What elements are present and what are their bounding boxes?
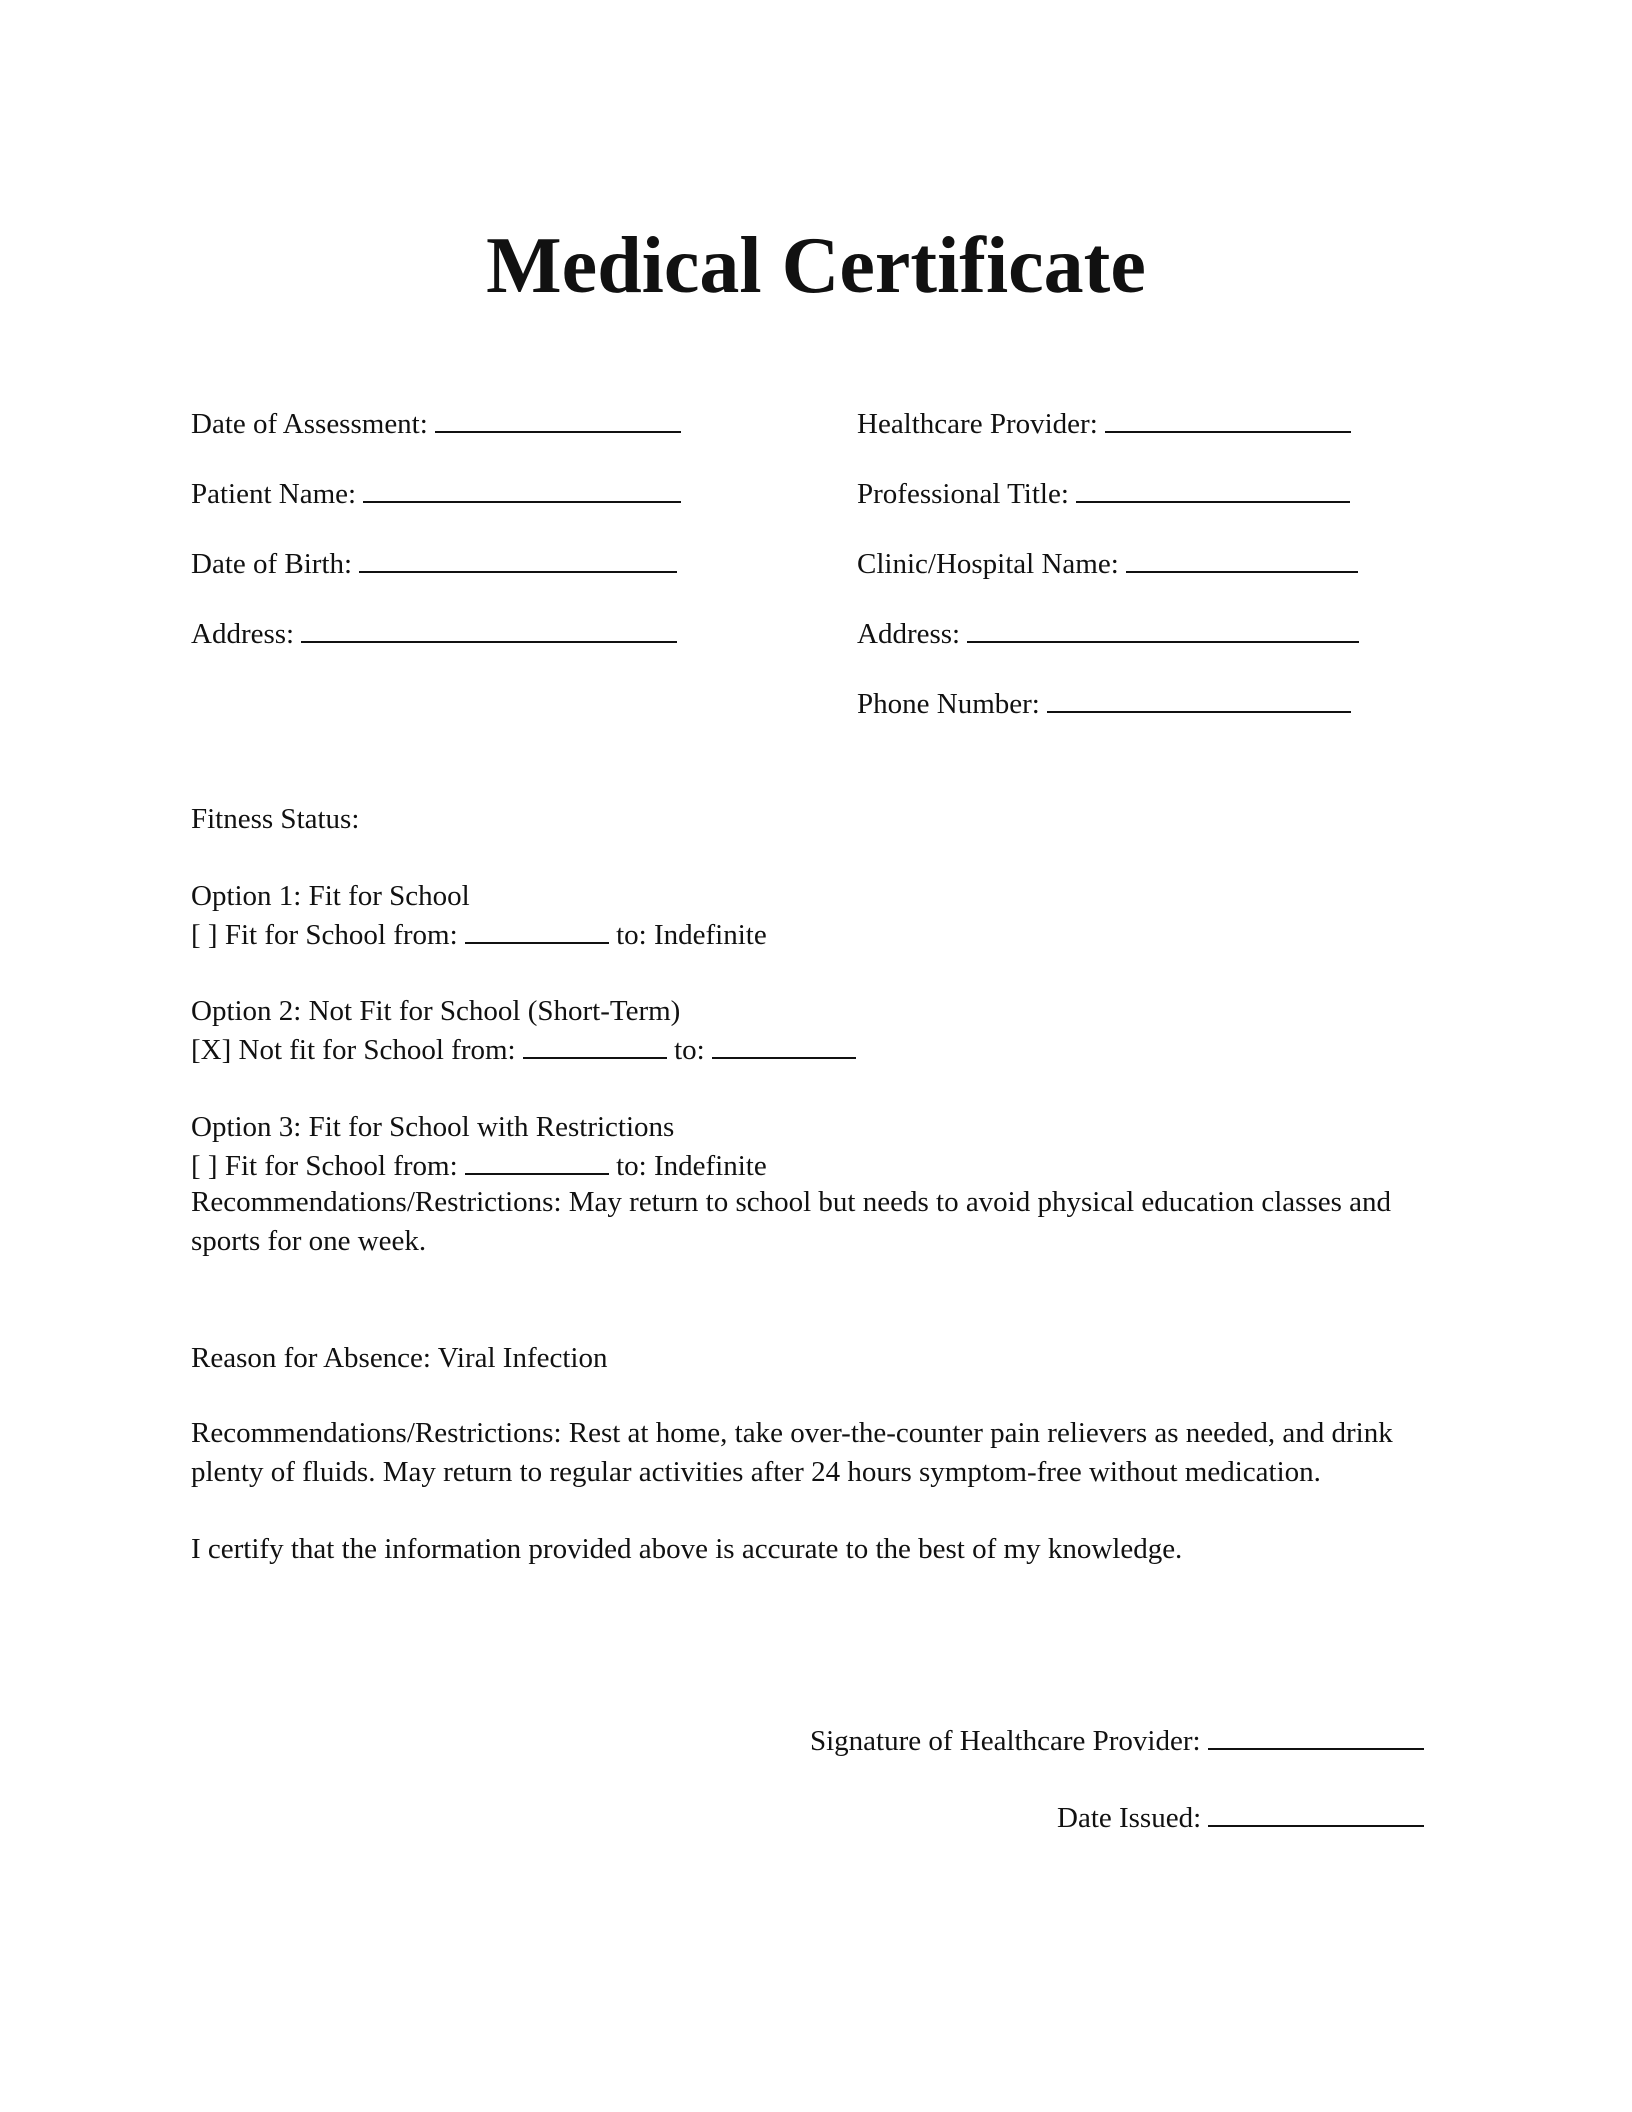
phone-number-line[interactable]: [1047, 691, 1351, 713]
recommendations-text: Recommendations/Restrictions: Rest at home, take over-the-counter pain relievers as needed, and drink plenty of fluids. May return to regular activities after 24 hours symptom-free without medication.: [191, 1417, 1393, 1488]
provider-address-field[interactable]: [857, 620, 1359, 649]
option2-from-line[interactable]: [523, 1037, 667, 1059]
date-of-assessment-line[interactable]: [435, 411, 681, 433]
clinic-name-line[interactable]: [1126, 551, 1358, 573]
date-of-birth-line[interactable]: [359, 551, 677, 573]
date-issued-label: Date Issued:: [1057, 1802, 1202, 1834]
phone-number-field[interactable]: [857, 690, 1351, 719]
date-of-birth-field[interactable]: [191, 550, 677, 579]
option2-from-label: Not fit for School from:: [238, 1034, 516, 1066]
patient-name-line[interactable]: [363, 481, 681, 503]
signature-field[interactable]: [810, 1727, 1424, 1756]
option1-line: [191, 921, 767, 950]
clinic-name-label: Clinic/Hospital Name:: [857, 548, 1119, 580]
healthcare-provider-line[interactable]: [1105, 411, 1351, 433]
phone-number-label: Phone Number:: [857, 688, 1040, 720]
option2-label: Option 2: Not Fit for School (Short-Term): [191, 995, 681, 1027]
date-of-assessment-field[interactable]: [191, 410, 681, 439]
certification-statement: I certify that the information provided above is accurate to the best of my knowledge.: [191, 1533, 1183, 1565]
healthcare-provider-label: Healthcare Provider:: [857, 408, 1098, 440]
date-issued-field[interactable]: [1057, 1804, 1424, 1833]
option3-checkbox[interactable]: [ ]: [191, 1150, 218, 1182]
patient-name-field[interactable]: [191, 480, 681, 509]
option3-to-label: to: Indefinite: [616, 1150, 767, 1182]
option3-from-label: Fit for School from:: [224, 1150, 458, 1182]
option3-label: Option 3: Fit for School with Restrictions: [191, 1111, 675, 1143]
option3-line: [191, 1152, 767, 1181]
clinic-name-field[interactable]: [857, 550, 1358, 579]
patient-address-label: Address:: [191, 618, 295, 650]
reason-for-absence: Reason for Absence: Viral Infection: [191, 1342, 608, 1374]
patient-address-field[interactable]: [191, 620, 677, 649]
patient-name-label: Patient Name:: [191, 478, 357, 510]
option2-to-label: to:: [674, 1034, 705, 1066]
professional-title-line[interactable]: [1076, 481, 1350, 503]
option3-recommendations: Recommendations/Restrictions: May return to school but needs to avoid physical education classes and sports for one week.: [191, 1186, 1392, 1257]
provider-address-line[interactable]: [967, 621, 1359, 643]
date-issued-line[interactable]: [1208, 1805, 1424, 1827]
date-of-birth-label: Date of Birth:: [191, 548, 353, 580]
signature-label: Signature of Healthcare Provider:: [810, 1725, 1201, 1757]
patient-address-line[interactable]: [301, 621, 677, 643]
option1-checkbox[interactable]: [ ]: [191, 919, 218, 951]
option1-from-line[interactable]: [465, 922, 609, 944]
date-of-assessment-label: Date of Assessment:: [191, 408, 428, 440]
signature-line[interactable]: [1208, 1728, 1424, 1750]
option1-from-label: Fit for School from:: [224, 919, 458, 951]
provider-address-label: Address:: [857, 618, 961, 650]
fitness-status-heading: Fitness Status:: [191, 803, 360, 835]
option1-to-label: to: Indefinite: [616, 919, 767, 951]
option1-label: Option 1: Fit for School: [191, 880, 470, 912]
option3-from-line[interactable]: [465, 1153, 609, 1175]
professional-title-field[interactable]: [857, 480, 1350, 509]
page-title: Medical Certificate: [486, 222, 1146, 310]
option2-to-line[interactable]: [712, 1037, 856, 1059]
option2-line: [191, 1036, 856, 1065]
professional-title-label: Professional Title:: [857, 478, 1069, 510]
healthcare-provider-field[interactable]: [857, 410, 1351, 439]
option2-checkbox[interactable]: [X]: [191, 1034, 232, 1066]
